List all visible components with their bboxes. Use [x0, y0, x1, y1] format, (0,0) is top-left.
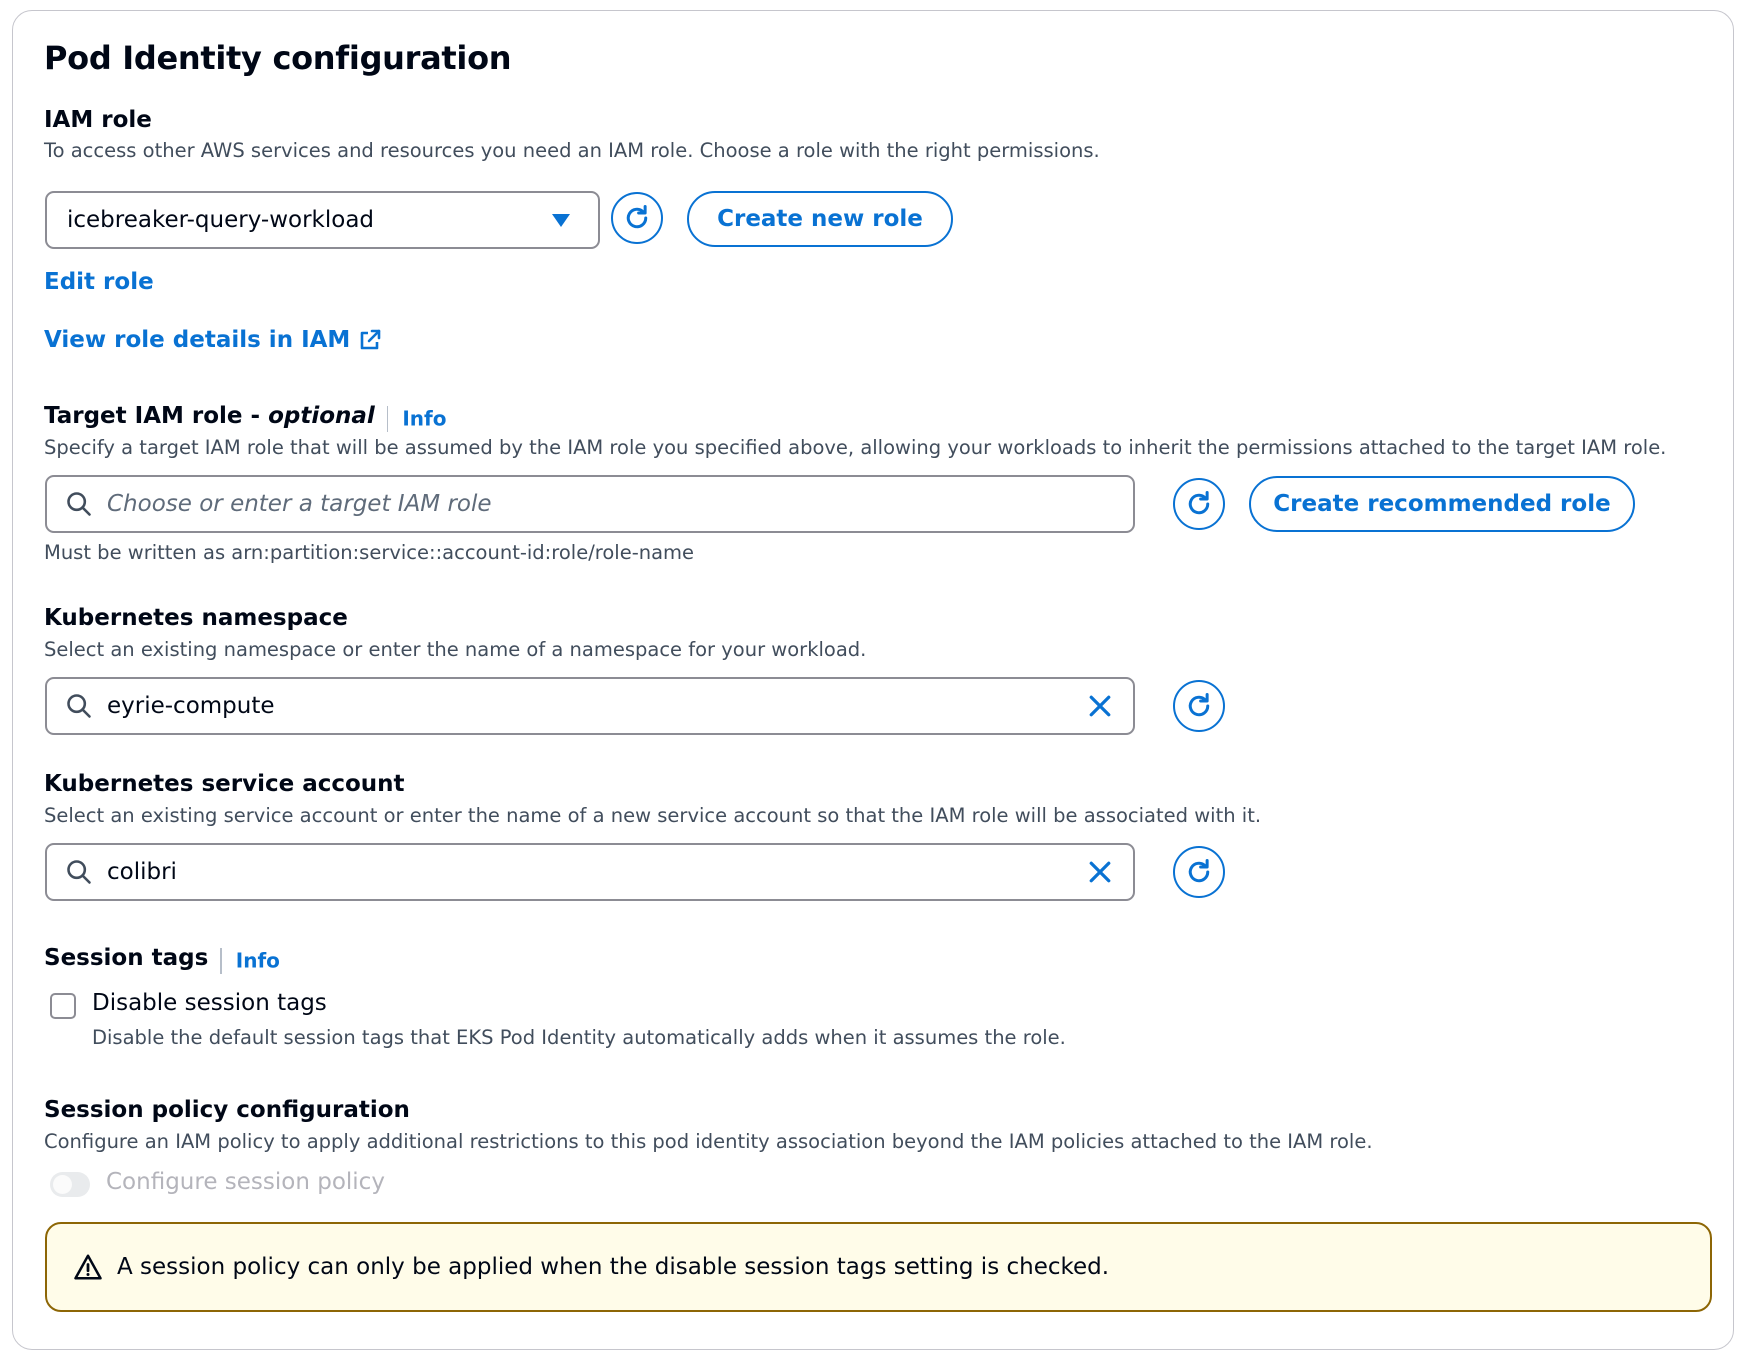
- caret-down-icon: [552, 214, 570, 227]
- info-divider: [387, 406, 389, 432]
- warning-icon: [73, 1252, 103, 1282]
- disable-session-tags-checkbox[interactable]: [50, 993, 76, 1019]
- session-tags-label: Session tags: [44, 945, 209, 971]
- info-divider: [220, 948, 222, 974]
- namespace-label: Kubernetes namespace: [44, 605, 348, 631]
- edit-role-link[interactable]: Edit role: [44, 269, 154, 295]
- service-account-label: Kubernetes service account: [44, 771, 405, 797]
- close-icon[interactable]: [1085, 857, 1115, 887]
- service-account-refresh-button[interactable]: [1173, 846, 1225, 898]
- view-role-details-label: View role details in IAM: [44, 327, 351, 353]
- view-role-details-link[interactable]: [44, 327, 382, 353]
- warning-alert-text: A session policy can only be applied when the disable session tags setting is checked.: [117, 1254, 1110, 1280]
- refresh-icon: [1184, 857, 1214, 887]
- session-policy-label: Session policy configuration: [44, 1097, 410, 1123]
- warning-alert: [45, 1222, 1712, 1312]
- refresh-icon: [622, 203, 652, 233]
- session-tags-label-row: [44, 945, 280, 974]
- configure-session-policy-toggle[interactable]: [50, 1172, 90, 1197]
- refresh-icon: [1184, 691, 1214, 721]
- search-icon: [65, 490, 93, 518]
- target-role-search[interactable]: [45, 475, 1135, 533]
- namespace-search[interactable]: [45, 677, 1135, 735]
- target-role-label: Target IAM role -: [44, 403, 269, 429]
- iam-role-label: IAM role: [44, 107, 152, 133]
- iam-role-refresh-button[interactable]: [611, 192, 663, 244]
- namespace-description: Select an existing namespace or enter the name of a namespace for your workload.: [44, 638, 867, 661]
- create-recommended-role-button[interactable]: Create recommended role: [1249, 476, 1635, 532]
- toggle-knob: [53, 1175, 72, 1194]
- target-role-description: Specify a target IAM role that will be assumed by the IAM role you specified above, allowing your workloads to inherit the permissions attached to the target IAM role.: [44, 436, 1667, 459]
- iam-role-select[interactable]: [45, 191, 600, 249]
- target-role-input[interactable]: [93, 491, 1133, 517]
- close-icon[interactable]: [1085, 691, 1115, 721]
- target-role-hint: Must be written as arn:partition:service::account-id:role/role-name: [44, 541, 695, 564]
- pod-identity-panel: [12, 10, 1734, 1350]
- service-account-input[interactable]: [93, 859, 1085, 885]
- configure-session-policy-label: Configure session policy: [106, 1169, 385, 1195]
- page-title: Pod Identity configuration: [44, 39, 512, 77]
- target-role-label-row: [44, 403, 446, 432]
- namespace-input[interactable]: [93, 693, 1085, 719]
- disable-session-tags-description: Disable the default session tags that EKS Pod Identity automatically adds when it assumes the role.: [92, 1026, 1066, 1049]
- external-link-icon: [358, 328, 382, 352]
- iam-role-selected-value: icebreaker-query-workload: [67, 207, 375, 233]
- target-role-refresh-button[interactable]: [1173, 478, 1225, 530]
- iam-role-description: To access other AWS services and resources you need an IAM role. Choose a role with the right permissions.: [44, 139, 1100, 162]
- target-role-info-link[interactable]: Info: [402, 406, 447, 431]
- target-role-optional: optional: [268, 403, 375, 429]
- create-new-role-button[interactable]: Create new role: [687, 191, 953, 247]
- namespace-refresh-button[interactable]: [1173, 680, 1225, 732]
- refresh-icon: [1184, 489, 1214, 519]
- session-policy-description: Configure an IAM policy to apply additional restrictions to this pod identity association beyond the IAM policies attached to the IAM role.: [44, 1130, 1373, 1153]
- search-icon: [65, 858, 93, 886]
- session-tags-info-link[interactable]: Info: [235, 948, 280, 973]
- service-account-search[interactable]: [45, 843, 1135, 901]
- disable-session-tags-label[interactable]: Disable session tags: [92, 990, 327, 1016]
- service-account-description: Select an existing service account or enter the name of a new service account so that the IAM role will be associated with it.: [44, 804, 1262, 827]
- search-icon: [65, 692, 93, 720]
